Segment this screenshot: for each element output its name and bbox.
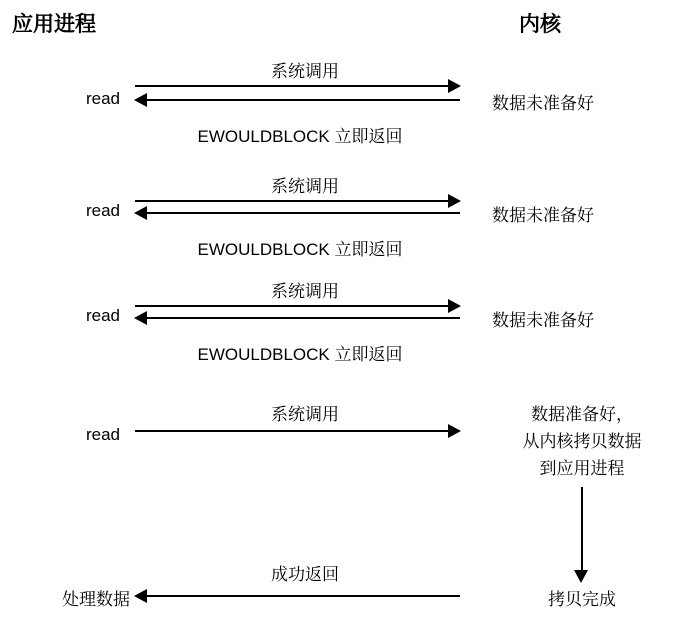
- copy-complete-label: 拷贝完成: [548, 590, 616, 609]
- read-label-2: read: [85, 201, 120, 220]
- ewouldblock-label-1: EWOULDBLOCK 立即返回: [197, 127, 403, 146]
- kernel-status-3: 数据未准备好: [492, 311, 594, 330]
- syscall-label-1: 系统调用: [271, 62, 339, 81]
- header-kernel: 内核: [519, 13, 561, 36]
- kernel-status-1: 数据未准备好: [492, 94, 594, 113]
- syscall-arrow-final: [135, 423, 460, 439]
- ewouldblock-label-3: EWOULDBLOCK 立即返回: [197, 345, 403, 364]
- syscall-label-3: 系统调用: [271, 282, 339, 301]
- read-label-3: read: [85, 306, 120, 325]
- return-arrow-1: [135, 92, 460, 108]
- ewouldblock-label-2: EWOULDBLOCK 立即返回: [197, 240, 403, 259]
- kernel-status-2: 数据未准备好: [492, 206, 594, 225]
- process-data-label: 处理数据: [62, 590, 130, 609]
- kernel-copy-timeline: [581, 487, 583, 573]
- return-arrow-3: [135, 310, 460, 326]
- kernel-copy-timeline-head: [574, 570, 588, 583]
- kernel-copy-label-line2: 从内核拷贝数据: [522, 432, 642, 451]
- success-return-arrow: [135, 588, 460, 604]
- read-label-1: read: [85, 89, 120, 108]
- kernel-copy-label-line3: 到应用进程: [539, 459, 625, 478]
- success-return-label: 成功返回: [271, 565, 339, 584]
- syscall-label-final: 系统调用: [271, 405, 339, 424]
- syscall-label-2: 系统调用: [271, 177, 339, 196]
- read-label-final: read: [85, 425, 120, 444]
- header-app-process: 应用进程: [12, 13, 96, 36]
- kernel-copy-label-line1: 数据准备好，: [531, 405, 633, 424]
- return-arrow-2: [135, 205, 460, 221]
